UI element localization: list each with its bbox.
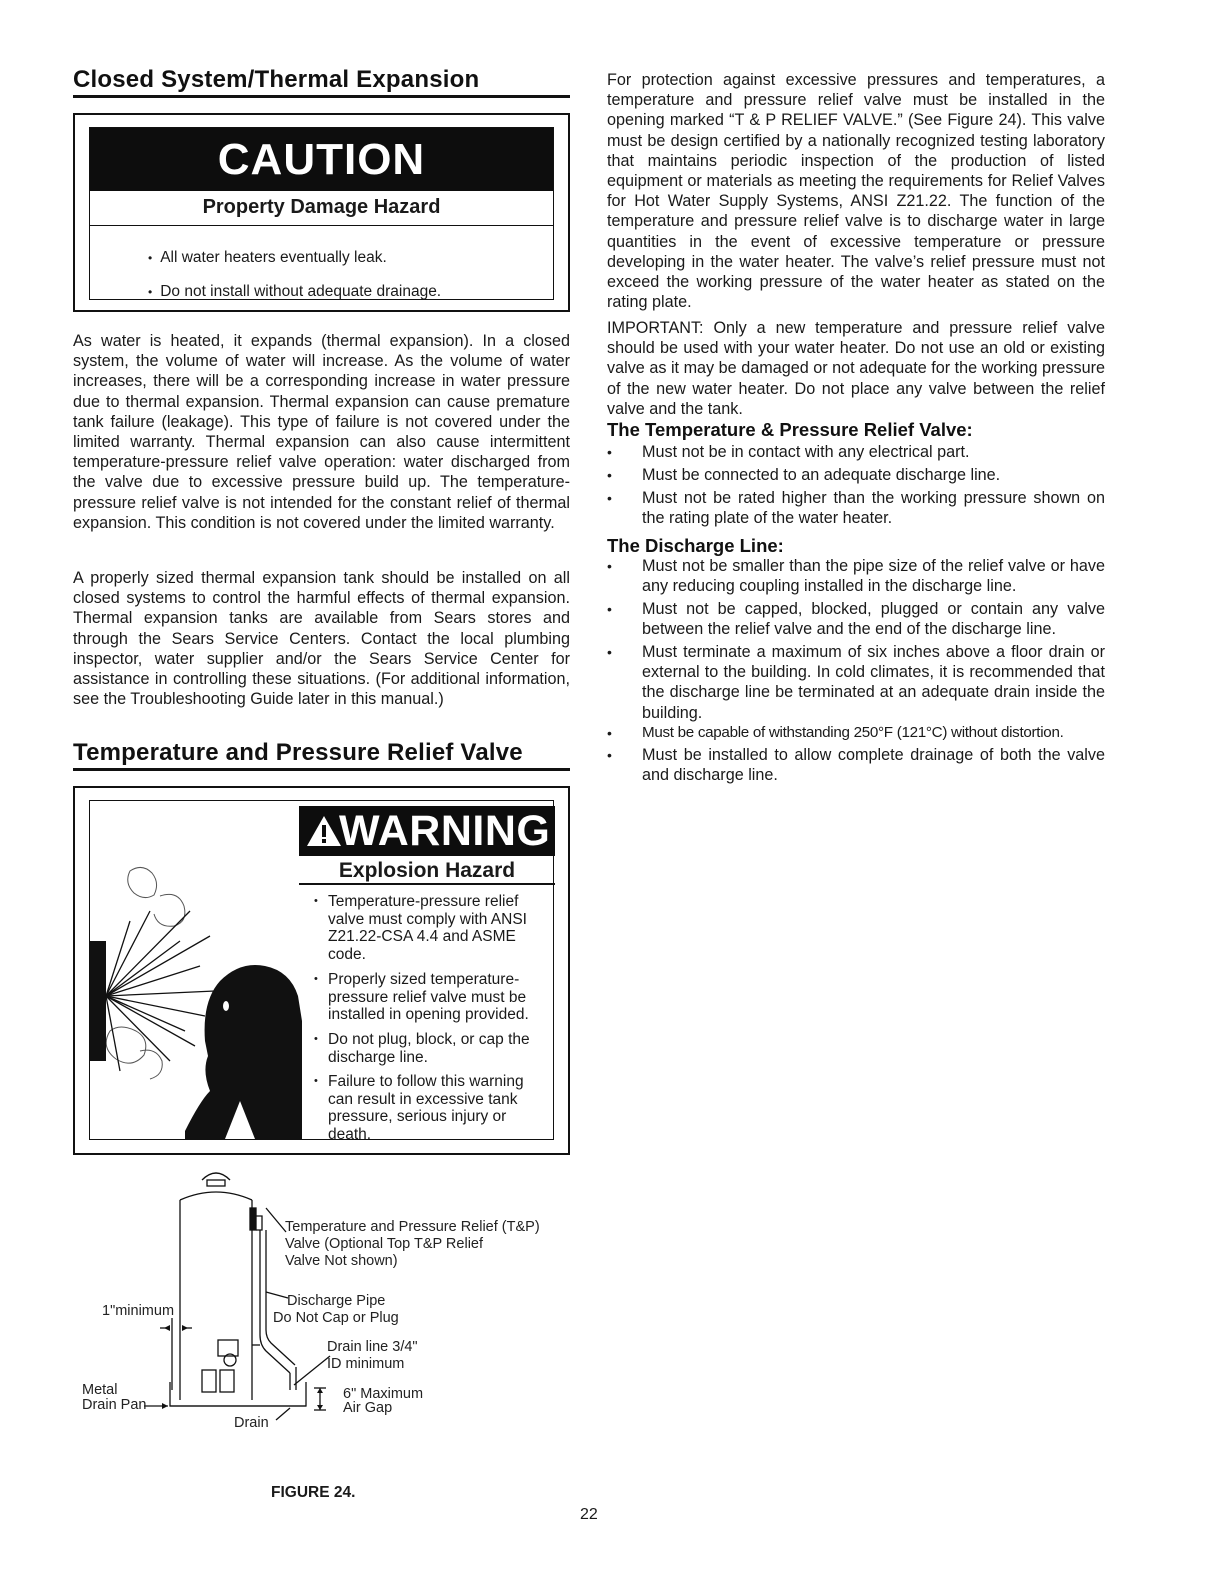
paragraph-relief-valve-protection: For protection against excessive pressures and temperatures, a temperature and pressure relief valve must be installed in the opening marked “T & P RELIEF VALVE.” (See Figure 24). This valve must be design certified by a nationally recognized testing laboratory that maintains periodic inspection of the production of listed equipment or materials as meeting the requirements for Relief Valves for Hot Water Supply Systems, ANSI Z21.22. The function of the temperature and pressure relief valve is to discharge water in large quantities in the event of excessive temperature or pressure developing in the water heater. The valve’s relief pressure must not exceed the working pressure of the water heater as stated on the rating plate. [607,71,1105,312]
warning-bullet: • Failure to follow this warning can result in excessive tank pressure, serious injury or death. [314,1073,524,1143]
tp-valve-list-item: • Must be connected to an adequate discharge line. [607,466,1001,484]
warning-banner: WARNING [299,806,555,856]
heading-rule [73,95,570,98]
caution-inner-frame [89,127,554,300]
caution-banner: CAUTION [90,128,553,191]
tp-valve-label: Temperature and Pressure Relief (T&P) Valve (Optional Top T&P Relief Valve Not shown) [285,1219,540,1269]
paragraph-expansion-tank: A properly sized thermal expansion tank should be installed on all closed systems to control the harmful effects of thermal expansion. Thermal expansion tanks are available from Sears stores and through the Sears Service Centers. Contact the local plumbing inspector, water supplier and/or the Sears Service Center for assistance in controlling these situations. (For additional information, see the Troubleshooting Guide later in this manual.) [73,569,570,709]
warning-subtitle: Explosion Hazard [299,858,555,885]
explosion-hazard-illustration [90,801,302,1139]
page-number: 22 [580,1506,598,1523]
warning-inner-frame [89,800,554,1143]
drain-label: Drain [234,1415,269,1431]
warning-bullet: • Do not plug, block, or cap the discharge line. [314,1031,530,1066]
warning-bullet: • Properly sized temperature-pressure relief valve must be installed in opening provided. [314,971,529,1023]
caution-bullet: • All water heaters eventually leak. [148,249,387,266]
air-gap-label: 6" Maximum Air Gap [343,1386,424,1416]
paragraph-thermal-expansion: As water is heated, it expands (thermal expansion). In a closed system, the volume of water will increase. As the volume of water increases, there will be a corresponding increase in water pressure due to thermal expansion. Thermal expansion can cause premature tank failure (leakage). This type of failure is not covered under the limited warranty. Thermal expansion can also cause intermittent temperature-pressure relief valve operation: water discharged from the valve due to excessive pressure build up. The temperature-pressure relief valve is not intended for the constant relief of thermal expansion. This condition is not covered under the limited warranty. [73,332,570,532]
discharge-line-list-item: • Must not be capped, blocked, plugged or contain any valve between the relief valve and the end of the discharge line. [607,600,1105,639]
drain-line-label: Drain line 3/4" ID minimum [327,1339,418,1372]
warning-bullet: • Temperature-pressure relief valve must comply with ANSI Z21.22-CSA 4.4 and ASME code. [314,893,527,963]
tp-valve-list-item: • Must not be rated higher than the working pressure shown on the rating plate of the water heater. [607,489,1105,528]
section-heading-tp-valve: Temperature and Pressure Relief Valve [73,739,523,766]
figure-caption: FIGURE 24. [271,1484,356,1501]
discharge-line-list-item: • Must be capable of withstanding 250°F (121°C) without distortion. [607,724,1064,741]
discharge-line-list-item: • Must be installed to allow complete drainage of both the valve and discharge line. [607,746,1105,785]
drain-pan-label: Metal Drain Pan [82,1382,147,1413]
subheading-tp-valve: The Temperature & Pressure Relief Valve: [607,419,973,440]
minimum-label: 1"minimum [102,1303,175,1319]
caution-subtitle: Property Damage Hazard [90,191,553,226]
section-heading-thermal-expansion: Closed System/Thermal Expansion [73,66,480,93]
caution-box [73,113,570,312]
subheading-discharge-line: The Discharge Line: [607,535,784,556]
heading-rule [73,768,570,771]
warning-triangle-icon [305,814,343,848]
paragraph-important: IMPORTANT: Only a new temperature and pressure relief valve should be used with your water heater. Do not use an old or existing valve as it may be damaged or not adequate for the working pressure of the new water heater. Do not place any valve between the relief valve and the tank. [607,319,1105,418]
warning-box [73,786,570,1155]
discharge-line-list-item: • Must not be smaller than the pipe size of the relief valve or have any reducing coupling installed in the discharge line. [607,557,1105,596]
caution-bullet: • Do not install without adequate drainage. [148,283,442,300]
discharge-line-list-item: • Must terminate a maximum of six inches above a floor drain or external to the building. In cold climates, it is recommended that the discharge line be terminated at an adequate drain inside the building. [607,643,1105,722]
discharge-pipe-label: Discharge Pipe Do Not Cap or Plug [273,1293,399,1326]
tp-valve-list-item: • Must not be in contact with any electrical part. [607,443,970,461]
